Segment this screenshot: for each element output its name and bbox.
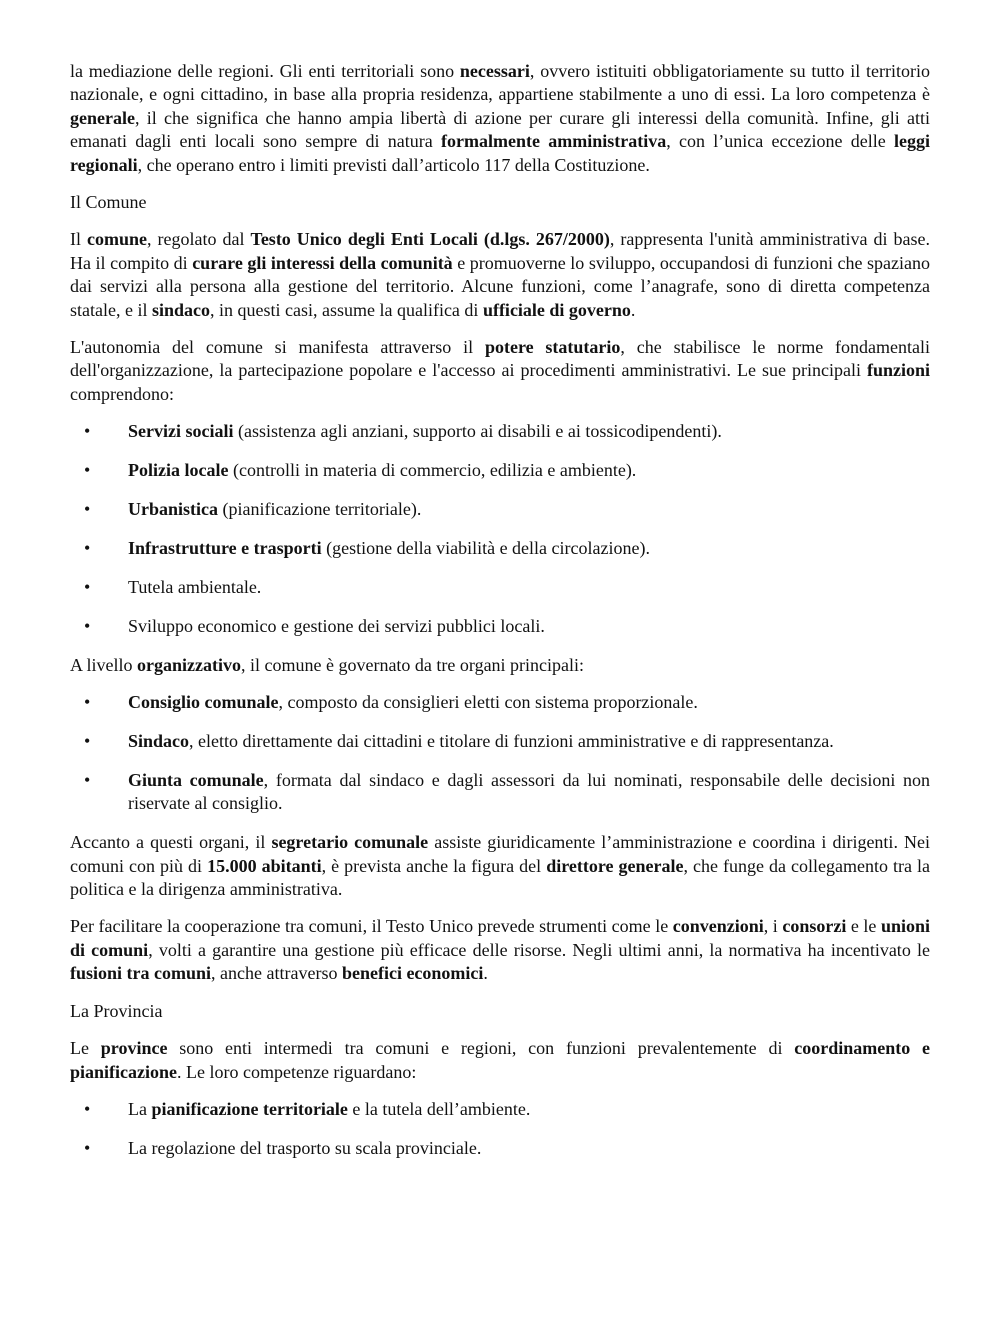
bold-run: formalmente amministrativa <box>441 131 667 152</box>
bold-run: necessari <box>459 61 530 81</box>
comune-paragraph-3 <box>70 654 930 677</box>
text-run: La regolazione del trasporto su scala provinciale. <box>128 1137 482 1158</box>
text-run: Sviluppo economico e gestione dei servizi pubblici locali. <box>128 615 545 636</box>
bold-run: Servizi sociali <box>128 421 234 442</box>
text-run: (assistenza agli anziani, supporto ai disabili e ai tossicodipendenti). <box>233 421 722 442</box>
bold-run: ufficiale di governo <box>482 299 631 320</box>
bullet-icon: • <box>84 1098 91 1119</box>
text-run: , in questi casi, assume la qualifica di <box>210 299 483 320</box>
organi-list <box>70 691 930 816</box>
bold-run: Giunta comunale <box>128 769 264 790</box>
comune-paragraph-5 <box>70 915 930 985</box>
text-run: Le <box>70 1038 101 1059</box>
bullet-icon: • <box>84 499 91 520</box>
bold-run: leggi regionali <box>70 131 930 175</box>
bold-run: coordinamento e pianificazione <box>70 1038 930 1082</box>
list-item <box>70 691 930 714</box>
section-heading-comune: Il Comune <box>70 192 147 213</box>
bold-run: benefici economici <box>341 963 484 984</box>
document-page <box>70 60 930 1176</box>
list-item <box>70 420 930 443</box>
text-run: sono enti intermedi tra comuni e regioni, con funzioni prevalentemente di <box>167 1038 795 1059</box>
bullet-icon: • <box>84 538 91 558</box>
text-run: L'autonomia del comune si manifesta attraverso il <box>70 337 485 358</box>
bullet-icon: • <box>84 576 91 597</box>
bold-run: organizzativo <box>137 654 241 675</box>
list-item <box>70 537 930 560</box>
text-run: e la tutela dell’ambiente. <box>347 1098 531 1119</box>
text-run: (pianificazione territoriale). <box>218 499 422 520</box>
comune-paragraph-1 <box>70 228 930 322</box>
bullet-icon: • <box>84 692 91 713</box>
bold-run: Polizia locale <box>128 460 229 481</box>
text-run: assiste giuridicamente l’amministrazione e coordina i dirigenti. Nei comuni con più di <box>70 832 930 876</box>
intro-paragraph <box>70 60 930 177</box>
text-run: , volti a garantire una gestione più efficace delle risorse. Negli ultimi anni, la normativa ha incentivato le <box>148 939 930 960</box>
list-item <box>70 1098 930 1121</box>
text-run: A livello <box>70 654 137 675</box>
bold-run: Consiglio comunale <box>128 692 279 713</box>
competenze-list <box>70 1098 930 1160</box>
bold-run: comune <box>87 229 147 250</box>
bold-run: unioni di comuni <box>70 916 930 960</box>
text-run: , che stabilisce le norme fondamentali dell'organizzazione, la partecipazione popolare e l'accesso ai procedimenti amministrativi. Le sue principali <box>70 337 930 381</box>
text-run: , eletto direttamente dai cittadini e titolare di funzioni amministrative e di rappresentanza. <box>189 731 834 752</box>
text-run: , con l’unica eccezione delle <box>666 131 894 152</box>
text-run: , che funge da collegamento tra la politica e la dirigenza amministrativa. <box>70 855 931 900</box>
bold-run: funzioni <box>866 360 930 381</box>
bullet-icon: • <box>84 769 91 790</box>
list-item <box>70 730 930 753</box>
text-run: , regolato dal <box>147 229 251 250</box>
comune-paragraph-2 <box>70 336 930 406</box>
list-item <box>70 576 930 599</box>
bold-run: curare gli interessi della comunità <box>192 252 453 273</box>
bold-run: Urbanistica <box>128 499 218 520</box>
bullet-icon: • <box>84 421 91 442</box>
bold-run: consorzi <box>782 916 847 937</box>
bold-run: potere statutario <box>484 337 621 358</box>
funzioni-list <box>70 420 930 638</box>
text-run: , che operano entro i limiti previsti dall’articolo 117 della Costituzione. <box>137 154 650 175</box>
text-run: e le <box>846 916 881 937</box>
bold-run: fusioni tra comuni <box>70 963 212 984</box>
text-run: , il che significa che hanno ampia libertà di azione per curare gli interessi della comunità. Infine, gli atti emanati dagli enti locali sono sempre di natura <box>70 107 930 152</box>
bullet-icon: • <box>84 460 91 481</box>
bold-run: pianificazione territoriale <box>151 1098 348 1119</box>
text-run: . <box>630 299 636 320</box>
text-run: , è prevista anche la figura del <box>321 855 547 876</box>
text-run: comprendono: <box>70 383 174 404</box>
bold-run: generale <box>70 107 135 128</box>
text-run: . <box>483 963 488 984</box>
list-item <box>70 769 930 816</box>
text-run: , il comune è governato da tre organi principali: <box>240 654 585 675</box>
text-run: (gestione della viabilità e della circolazione). <box>321 538 650 558</box>
comune-paragraph-4 <box>70 831 930 901</box>
bullet-icon: • <box>84 615 91 636</box>
bullet-icon: • <box>84 1137 91 1158</box>
text-run: , formata dal sindaco e dagli assessori da lui nominati, responsabile delle decisioni non riservate al consiglio. <box>128 769 931 814</box>
list-item <box>70 459 930 482</box>
bold-run: Infrastrutture e trasporti <box>128 538 322 558</box>
bullet-icon: • <box>84 731 91 752</box>
list-item <box>70 1137 930 1160</box>
text-run: Il <box>70 229 87 250</box>
text-run: la mediazione delle regioni. Gli enti territoriali sono <box>70 61 460 81</box>
text-run: . Le loro competenze riguardano: <box>177 1061 417 1082</box>
bold-run: segretario comunale <box>271 832 429 853</box>
text-run: Accanto a questi organi, il <box>70 832 272 853</box>
list-item <box>70 498 930 521</box>
text-run: (controlli in materia di commercio, edilizia e ambiente). <box>228 460 637 481</box>
text-run: , rappresenta l'unità amministrativa di base. Ha il compito di <box>70 229 930 273</box>
list-item <box>70 615 930 638</box>
bold-run: sindaco <box>151 299 210 320</box>
text-run: , i <box>763 916 783 937</box>
bold-run: province <box>100 1038 168 1059</box>
bold-run: Sindaco <box>128 731 190 752</box>
bold-run: 15.000 abitanti <box>207 855 322 876</box>
text-run: La <box>128 1098 152 1119</box>
provincia-paragraph-1 <box>70 1037 930 1084</box>
text-run: Per facilitare la cooperazione tra comuni, il Testo Unico prevede strumenti come le <box>70 916 673 937</box>
text-run: Tutela ambientale. <box>128 576 262 597</box>
bold-run: Testo Unico degli Enti Locali (d.lgs. 267/2000) <box>250 229 610 250</box>
bold-run: convenzioni <box>672 916 764 937</box>
text-run: e promuoverne lo sviluppo, occupandosi di funzioni che spaziano dai servizi alla persona alla gestione del territorio. Alcune funzioni, come l’anagrafe, sono di diretta competenza statale, e il <box>70 252 930 320</box>
text-run: , ovvero istituiti obbligatoriamente su tutto il territorio nazionale, e ogni cittadino, in base alla propria residenza, appartiene stabilmente a uno di essi. La loro competenza è <box>70 61 930 105</box>
bold-run: direttore generale <box>546 855 684 876</box>
text-run: , anche attraverso <box>211 963 342 984</box>
section-heading-provincia: La Provincia <box>70 1000 163 1021</box>
text-run: , composto da consiglieri eletti con sistema proporzionale. <box>278 692 698 713</box>
